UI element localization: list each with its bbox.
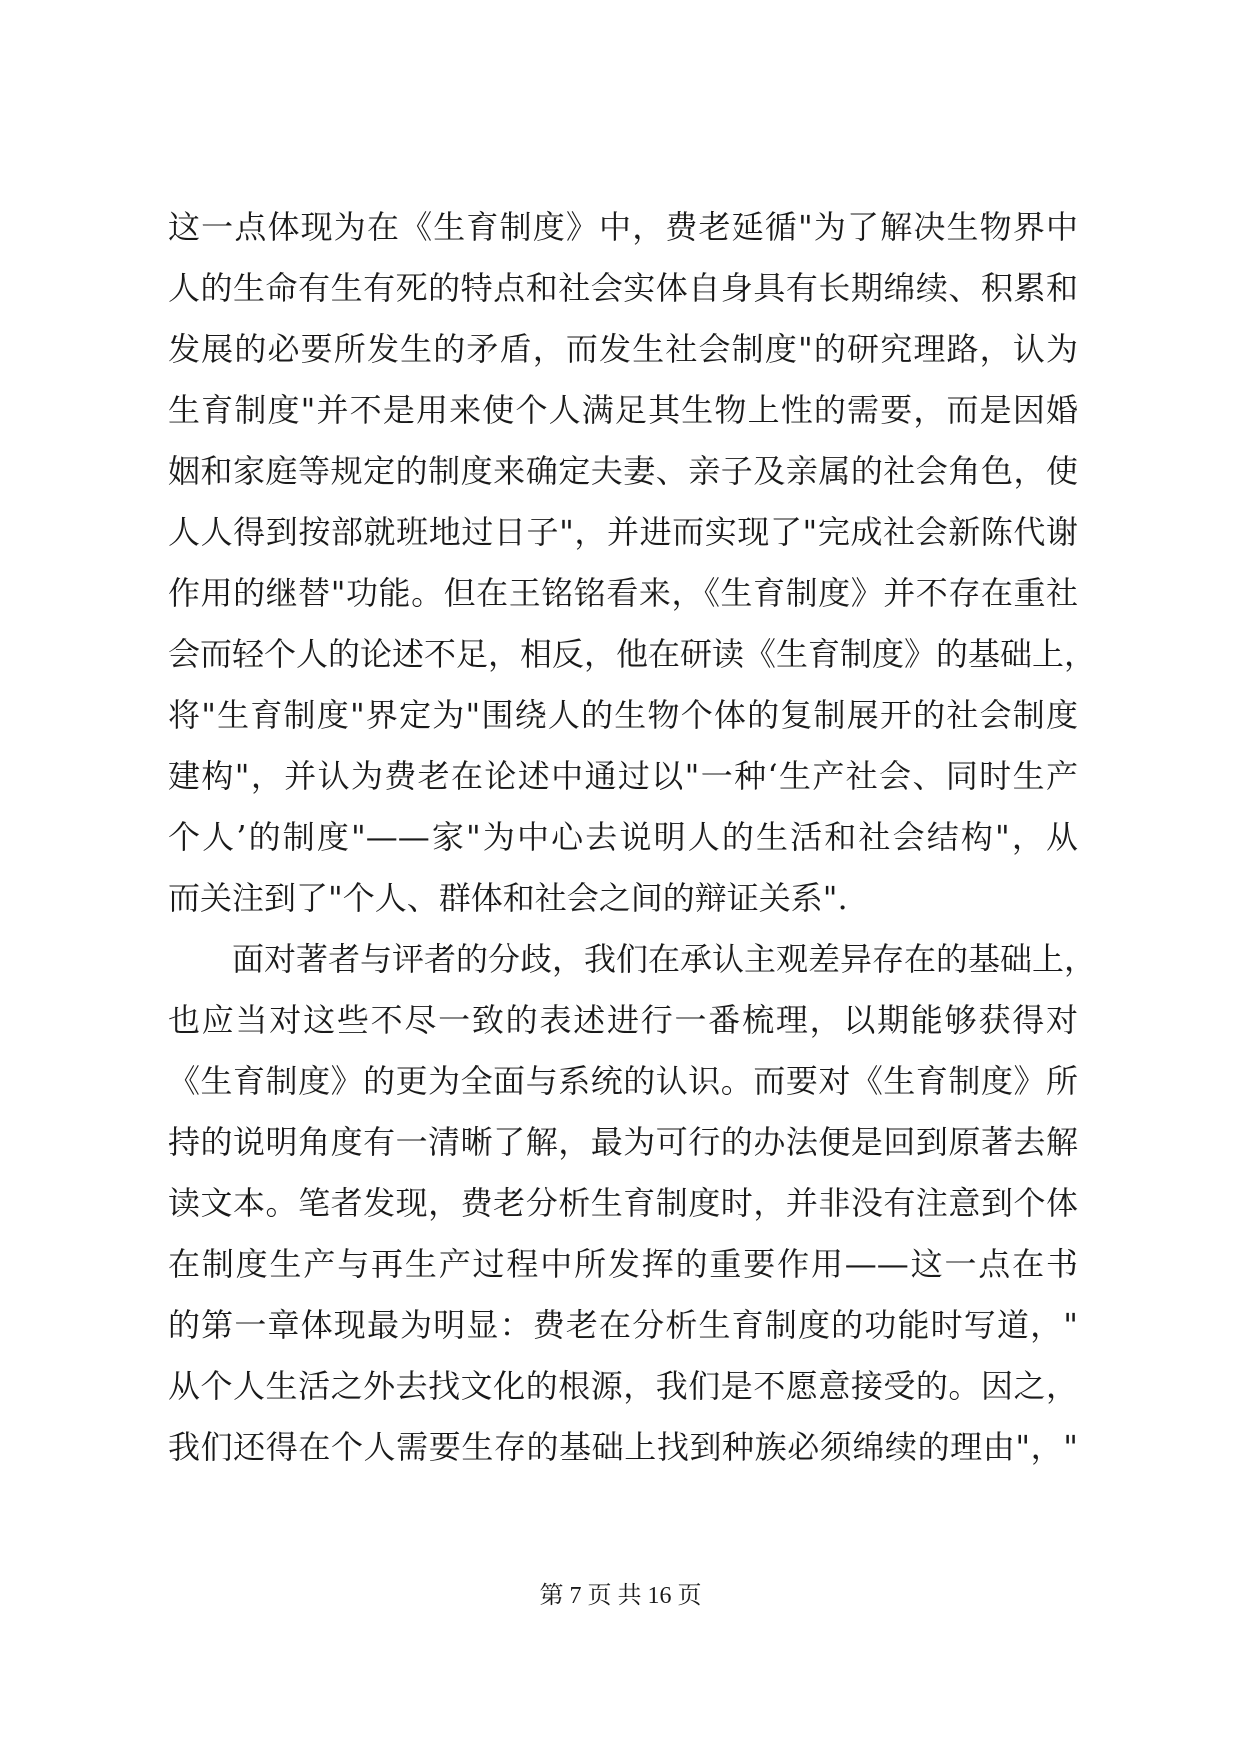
text-line: 而关注到了"个人、群体和社会之间的辩证关系". — [168, 879, 848, 917]
text-line: 姻和家庭等规定的制度来确定夫妻、亲子及亲属的社会角色，使 — [168, 452, 1078, 490]
text-line: 持的说明角度有一清晰了解，最为可行的办法便是回到原著去解 — [168, 1123, 1078, 1161]
text-line: 在制度生产与再生产过程中所发挥的重要作用——这一点在书 — [168, 1245, 1078, 1283]
text-line: 作用的继替"功能。但在王铭铭看来，《生育制度》并不存在重社 — [168, 574, 1078, 612]
text-line: 发展的必要所发生的矛盾，而发生社会制度"的研究理路，认为 — [168, 330, 1078, 368]
page-number-footer: 第 7 页 共 16 页 — [539, 1583, 702, 1609]
text-line: 我们还得在个人需要生存的基础上找到种族必须绵续的理由"，" — [168, 1428, 1078, 1466]
text-line: 面对著者与评者的分歧，我们在承认主观差异存在的基础上， — [232, 940, 1097, 978]
text-line: 这一点体现为在《生育制度》中，费老延循"为了解决生物界中 — [168, 208, 1078, 246]
text-line: 人人得到按部就班地过日子"，并进而实现了"完成社会新陈代谢 — [168, 513, 1078, 551]
text-line: 读文本。笔者发现，费老分析生育制度时，并非没有注意到个体 — [168, 1184, 1078, 1222]
text-line: 人的生命有生有死的特点和社会实体自身具有长期绵续、积累和 — [168, 269, 1078, 307]
text-line: 个人’的制度"——家"为中心去说明人的生活和社会结构"，从 — [168, 818, 1078, 856]
text-line: 的第一章体现最为明显：费老在分析生育制度的功能时写道，" — [168, 1306, 1078, 1344]
text-line: 从个人生活之外去找文化的根源，我们是不愿意接受的。因之， — [168, 1367, 1078, 1405]
text-line: 《生育制度》的更为全面与系统的认识。而要对《生育制度》所 — [168, 1062, 1078, 1100]
text-line: 将"生育制度"界定为"围绕人的生物个体的复制展开的社会制度 — [168, 696, 1078, 734]
text-line: 会而轻个人的论述不足，相反，他在研读《生育制度》的基础上， — [168, 635, 1097, 673]
text-line: 也应当对这些不尽一致的表述进行一番梳理，以期能够获得对 — [168, 1001, 1078, 1039]
text-line: 生育制度"并不是用来使个人满足其生物上性的需要，而是因婚 — [168, 391, 1078, 429]
text-line: 建构"，并认为费老在论述中通过以"一种‘生产社会、同时生产 — [168, 757, 1078, 795]
